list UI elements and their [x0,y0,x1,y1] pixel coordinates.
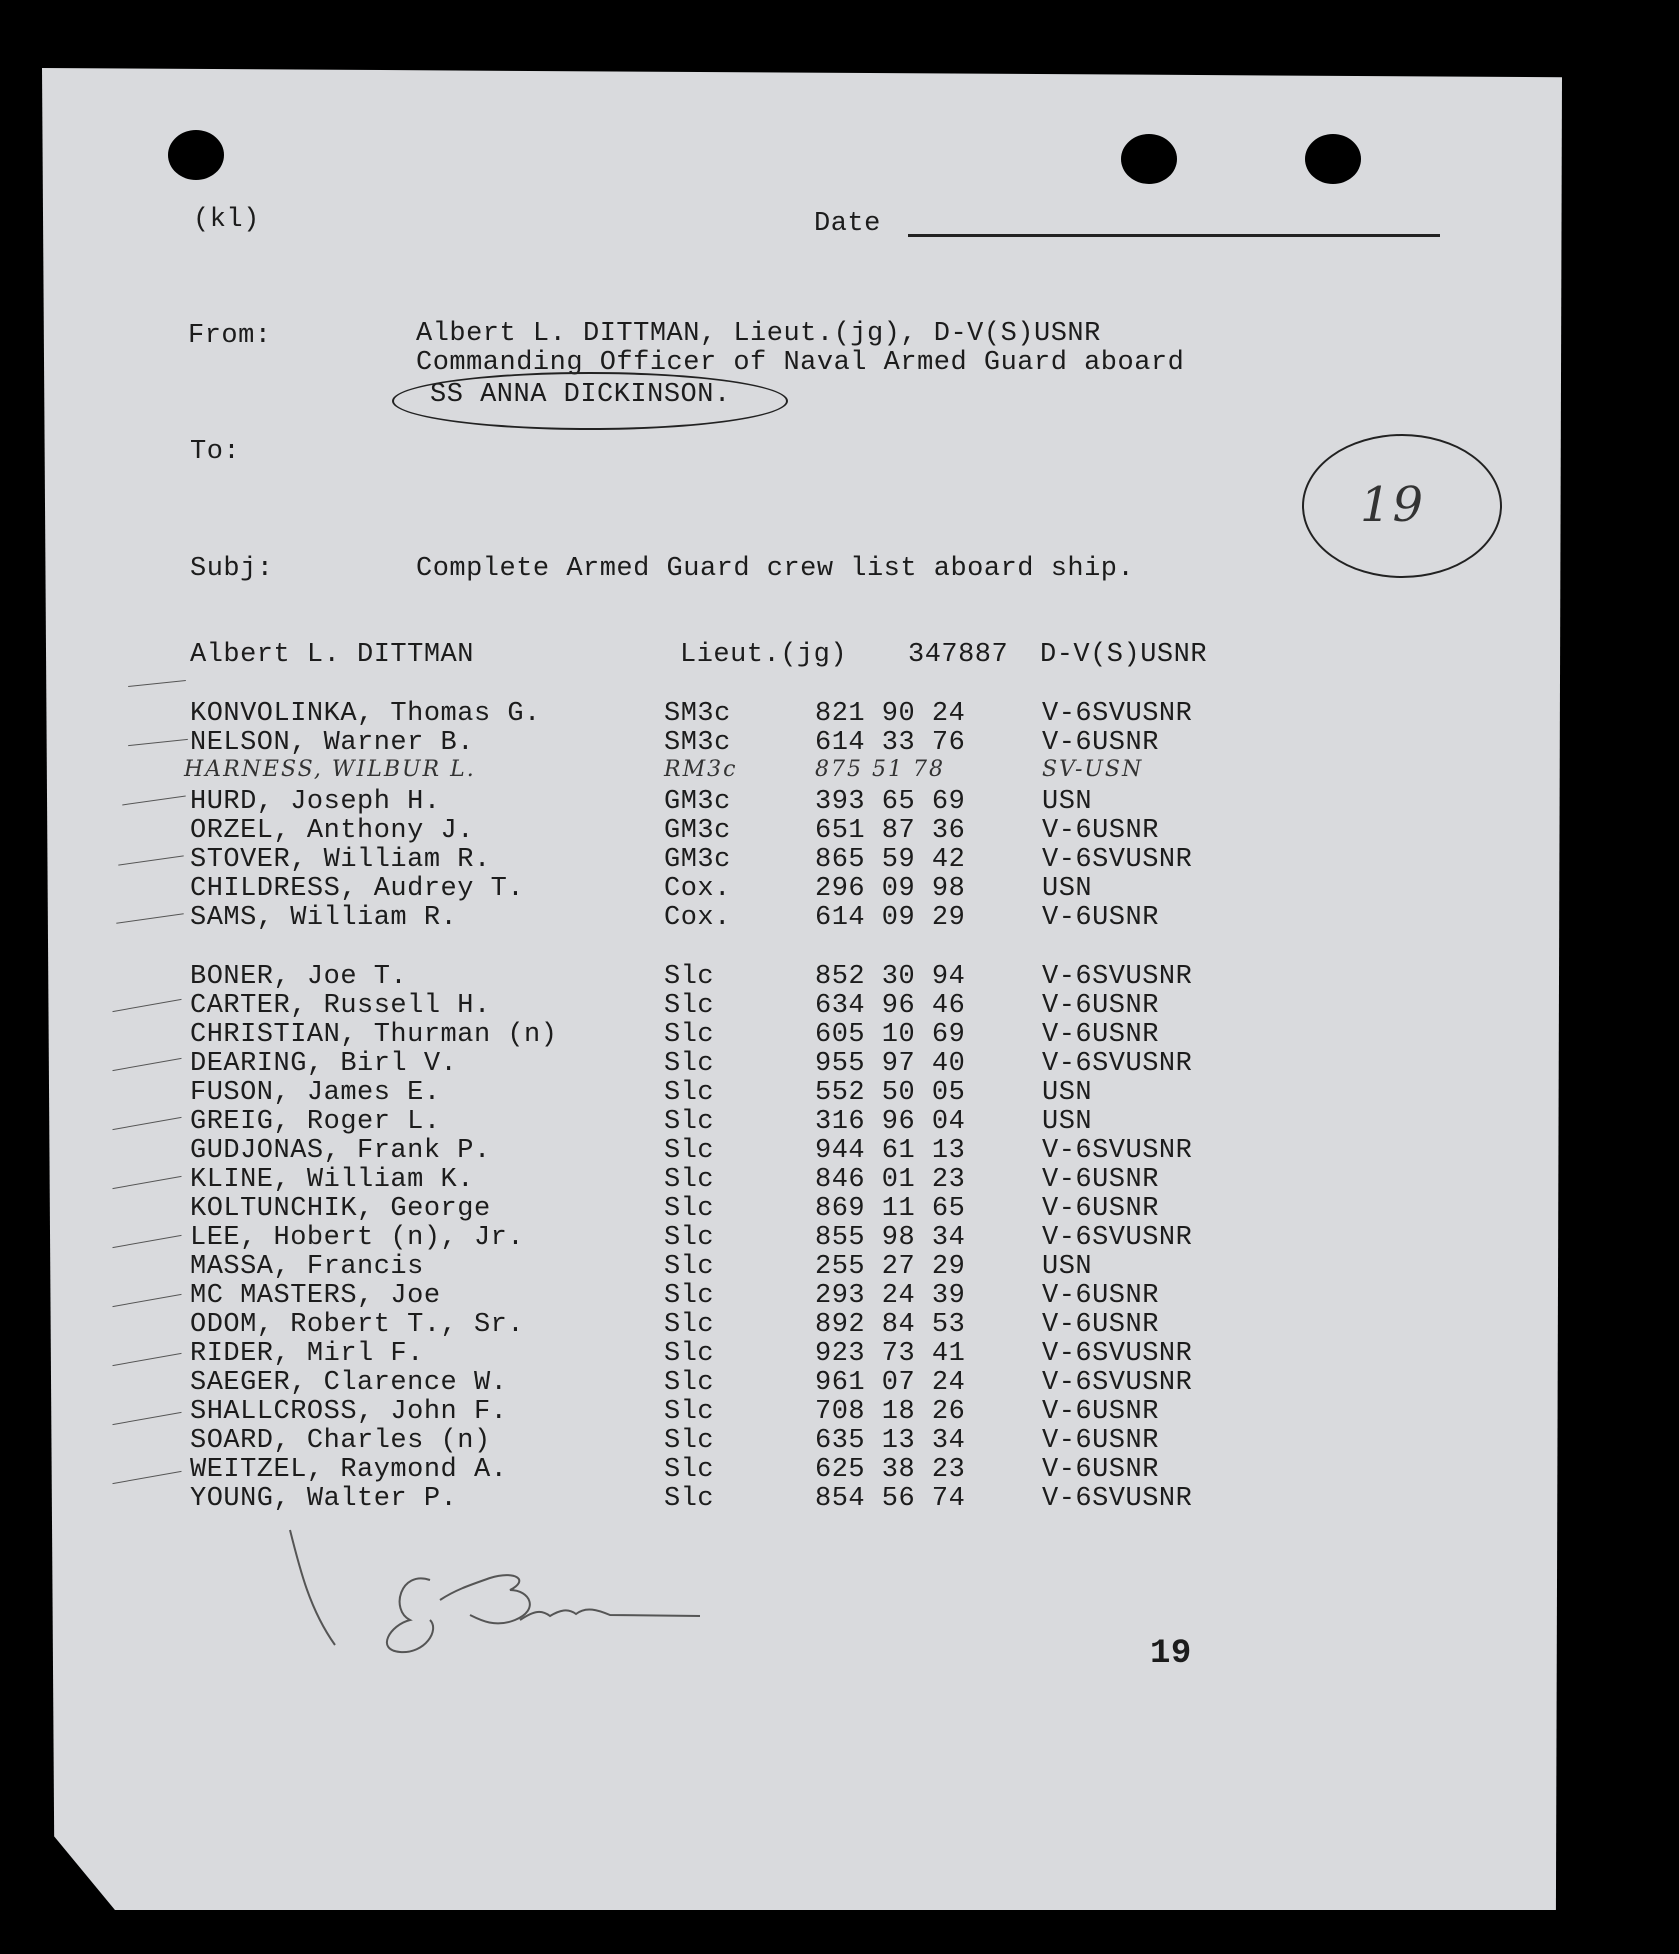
crew-rate: Slc [664,1078,715,1108]
page-number: 19 [1150,1635,1192,1673]
officer-branch: D-V(S)USNR [1040,640,1208,670]
crew-number: 869 11 65 [815,1194,966,1224]
crew-number: 846 01 23 [815,1165,966,1195]
crew-rate: SM3c [664,699,731,729]
punch-hole-middle [1121,134,1177,184]
crew-name: NELSON, Warner B. [190,728,474,758]
crew-number: 614 09 29 [815,903,966,933]
crew-branch: V-6SVUSNR [1042,1223,1193,1253]
crew-name: STOVER, William R. [190,845,491,875]
crew-name: DEARING, Birl V. [190,1049,458,1079]
crew-branch: V-6SVUSNR [1042,1049,1193,1079]
crew-number: 821 90 24 [815,699,966,729]
crew-name: CHRISTIAN, Thurman (n) [190,1020,558,1050]
officer-row [0,641,1679,670]
crew-branch: V-6USNR [1042,1310,1159,1340]
crew-row [0,963,1679,992]
crew-number: 293 24 39 [815,1281,966,1311]
crew-rate: GM3c [664,816,731,846]
crew-row [0,1166,1679,1195]
crew-branch: USN [1042,874,1093,904]
crew-rate: Slc [664,1368,715,1398]
from-line-2: Commanding Officer of Naval Armed Guard aboard [416,348,1185,378]
from-label: From: [188,321,272,351]
crew-row [0,1195,1679,1224]
crew-rate: Slc [664,1484,715,1514]
crew-rate: Slc [664,1397,715,1427]
crew-number: 651 87 36 [815,816,966,846]
crew-rate: RM3c [664,757,738,782]
crew-row [0,1311,1679,1340]
crew-row [0,1079,1679,1108]
crew-row [0,1398,1679,1427]
crew-row [0,904,1679,933]
crew-branch: USN [1042,1107,1093,1137]
crew-branch: V-6USNR [1042,1020,1159,1050]
crew-name: CARTER, Russell H. [190,991,491,1021]
crew-row [0,1021,1679,1050]
crew-row [0,1137,1679,1166]
crew-rate: Slc [664,1339,715,1369]
crew-name: ORZEL, Anthony J. [190,816,474,846]
document-code: (kl) [193,205,260,235]
crew-number: 393 65 69 [815,787,966,817]
crew-row [0,729,1679,758]
crew-name: FUSON, James E. [190,1078,441,1108]
crew-number: 614 33 76 [815,728,966,758]
crew-rate: Slc [664,1223,715,1253]
crew-number: 855 98 34 [815,1223,966,1253]
handwritten-signature [280,1510,720,1670]
crew-name: SHALLCROSS, John F. [190,1397,508,1427]
crew-row [0,788,1679,817]
from-line-1: Albert L. DITTMAN, Lieut.(jg), D-V(S)USNR [416,319,1101,349]
crew-name: GUDJONAS, Frank P. [190,1136,491,1166]
crew-name: HARNESS, WILBUR L. [184,757,476,782]
crew-rate: Slc [664,962,715,992]
crew-name: SAEGER, Clarence W. [190,1368,508,1398]
crew-number: 255 27 29 [815,1252,966,1282]
crew-number: 961 07 24 [815,1368,966,1398]
crew-rate: Slc [664,1252,715,1282]
crew-branch: USN [1042,1078,1093,1108]
crew-name: SAMS, William R. [190,903,458,933]
crew-row [0,1340,1679,1369]
ship-name-circle [392,372,788,430]
crew-rate: Slc [664,1107,715,1137]
crew-row [0,1485,1679,1514]
punch-hole-right [1305,134,1361,184]
crew-name: YOUNG, Walter P. [190,1484,458,1514]
crew-row [0,1050,1679,1079]
crew-branch: V-6USNR [1042,1194,1159,1224]
crew-branch: USN [1042,787,1093,817]
crew-branch: USN [1042,1252,1093,1282]
crew-number: 923 73 41 [815,1339,966,1369]
crew-name: HURD, Joseph H. [190,787,441,817]
crew-number: 854 56 74 [815,1484,966,1514]
crew-branch: V-6USNR [1042,991,1159,1021]
officer-number: 347887 [908,640,1009,670]
subject-label: Subj: [190,554,274,584]
crew-name: BONER, Joe T. [190,962,408,992]
crew-name: MASSA, Francis [190,1252,424,1282]
crew-branch: V-6USNR [1042,1455,1159,1485]
crew-name: ODOM, Robert T., Sr. [190,1310,525,1340]
crew-rate: SM3c [664,728,731,758]
crew-branch: V-6SVUSNR [1042,1484,1193,1514]
to-label: To: [190,437,241,467]
crew-rate: Cox. [664,903,731,933]
officer-name: Albert L. DITTMAN [190,640,474,670]
crew-row [0,1224,1679,1253]
crew-number: 944 61 13 [815,1136,966,1166]
crew-number: 635 13 34 [815,1426,966,1456]
crew-row [0,817,1679,846]
crew-rate: Slc [664,1194,715,1224]
crew-branch: V-6USNR [1042,728,1159,758]
from-line-3: SS ANNA DICKINSON. [430,380,731,410]
crew-name: KOLTUNCHIK, George [190,1194,491,1224]
crew-branch: V-6USNR [1042,1397,1159,1427]
crew-number: 316 96 04 [815,1107,966,1137]
crew-name: KLINE, William K. [190,1165,474,1195]
crew-number: 865 59 42 [815,845,966,875]
crew-number: 296 09 98 [815,874,966,904]
crew-number: 605 10 69 [815,1020,966,1050]
crew-rate: Slc [664,991,715,1021]
crew-row [0,1282,1679,1311]
crew-number: 552 50 05 [815,1078,966,1108]
crew-branch: V-6SVUSNR [1042,845,1193,875]
crew-rate: GM3c [664,845,731,875]
date-line [908,234,1440,237]
crew-name: GREIG, Roger L. [190,1107,441,1137]
crew-number: 708 18 26 [815,1397,966,1427]
crew-rate: Slc [664,1281,715,1311]
crew-row [0,992,1679,1021]
crew-branch: V-6SVUSNR [1042,962,1193,992]
crew-branch: V-6SVUSNR [1042,699,1193,729]
crew-branch: V-6SVUSNR [1042,1339,1193,1369]
crew-name: RIDER, Mirl F. [190,1339,424,1369]
crew-number: 955 97 40 [815,1049,966,1079]
crew-rate: Slc [664,1136,715,1166]
crew-name: SOARD, Charles (n) [190,1426,491,1456]
punch-hole-left [168,130,224,180]
crew-rate: GM3c [664,787,731,817]
crew-branch: V-6USNR [1042,1165,1159,1195]
crew-branch: V-6SVUSNR [1042,1368,1193,1398]
crew-branch: V-6USNR [1042,1281,1159,1311]
date-label: Date [814,209,881,239]
crew-row-handwritten [0,755,1679,784]
crew-number: 892 84 53 [815,1310,966,1340]
crew-row [0,846,1679,875]
crew-rate: Cox. [664,874,731,904]
crew-name: CHILDRESS, Audrey T. [190,874,525,904]
crew-branch: V-6USNR [1042,903,1159,933]
crew-number: 625 38 23 [815,1455,966,1485]
crew-row [0,1427,1679,1456]
crew-number: 634 96 46 [815,991,966,1021]
crew-row [0,1456,1679,1485]
crew-row [0,1253,1679,1282]
crew-row [0,700,1679,729]
circled-number-text: 19 [1360,477,1426,533]
crew-row [0,1108,1679,1137]
crew-branch: V-6USNR [1042,816,1159,846]
crew-branch: V-6SVUSNR [1042,1136,1193,1166]
crew-rate: Slc [664,1426,715,1456]
crew-name: LEE, Hobert (n), Jr. [190,1223,525,1253]
crew-row [0,875,1679,904]
crew-name: KONVOLINKA, Thomas G. [190,699,541,729]
crew-rate: Slc [664,1049,715,1079]
crew-number: 852 30 94 [815,962,966,992]
crew-branch: V-6USNR [1042,1426,1159,1456]
officer-rank: Lieut.(jg) [680,640,848,670]
subject-text: Complete Armed Guard crew list aboard ship. [416,554,1135,584]
crew-rate: Slc [664,1165,715,1195]
crew-name: MC MASTERS, Joe [190,1281,441,1311]
crew-rate: Slc [664,1455,715,1485]
crew-rate: Slc [664,1310,715,1340]
crew-row [0,1369,1679,1398]
crew-rate: Slc [664,1020,715,1050]
crew-branch: SV-USN [1042,757,1144,782]
crew-name: WEITZEL, Raymond A. [190,1455,508,1485]
crew-number: 875 51 78 [815,757,945,782]
